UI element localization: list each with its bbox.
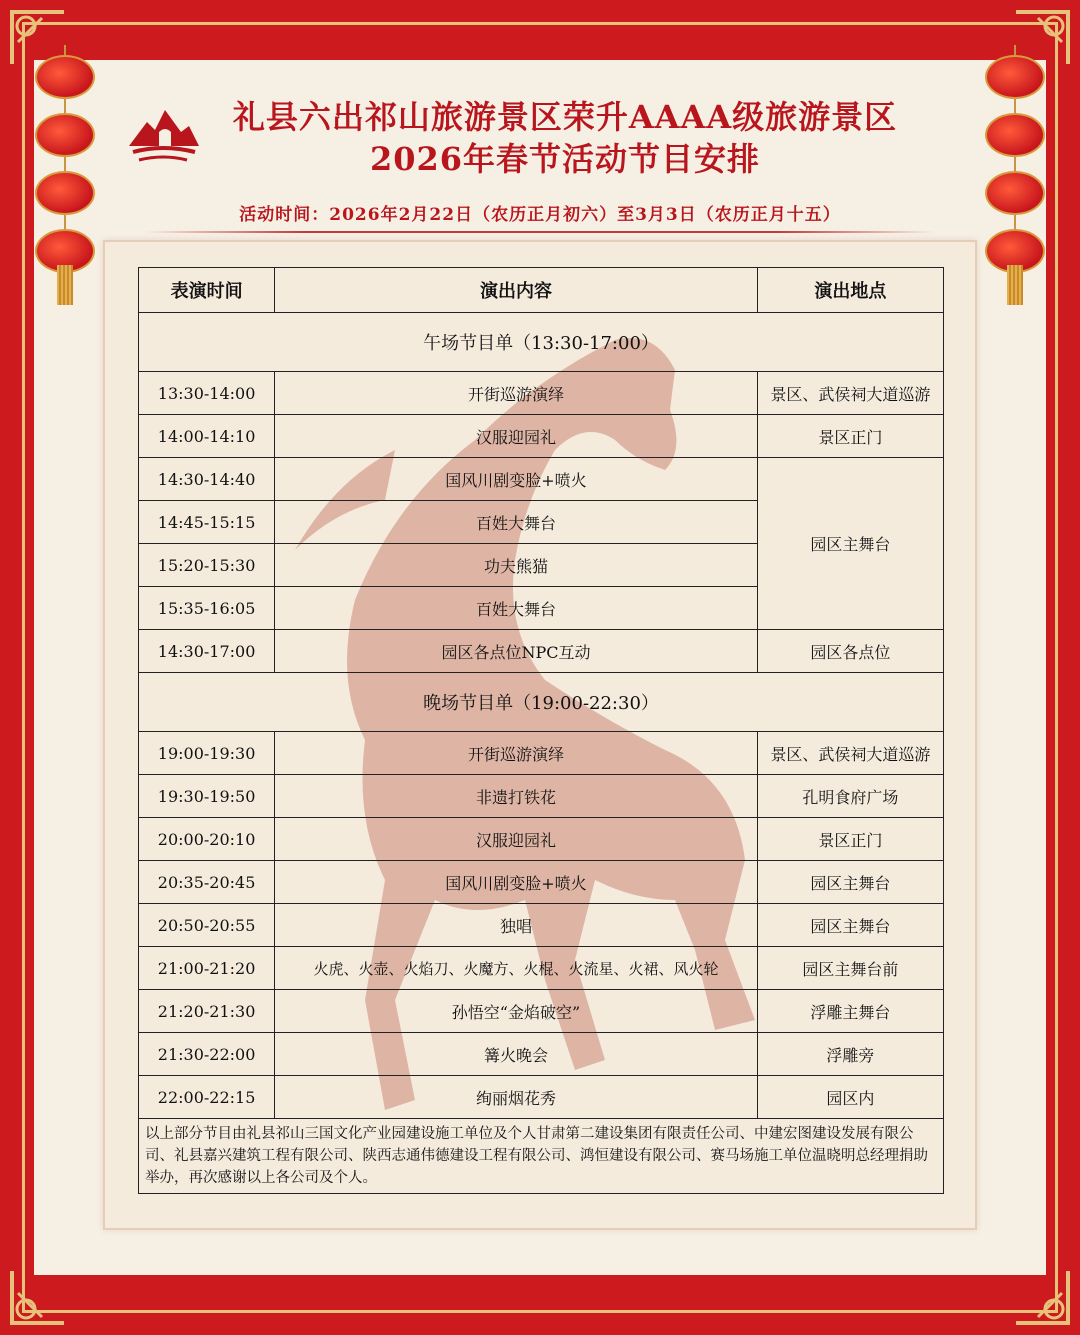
tassel-icon [57,265,73,305]
lantern-icon [35,113,95,157]
table-row [139,818,944,861]
afternoon-title: 午场节目单（13:30-17:00） [139,313,944,372]
tassel-icon [1007,265,1023,305]
cell-content: 功夫熊猫 [275,544,758,587]
activity-time: 活动时间：2026年2月22日（农历正月初六）至3月3日（农历正月十五） [239,205,841,225]
cell-time: 14:30-14:40 [139,458,275,501]
cell-place: 浮雕主舞台 [757,990,943,1033]
cell-time: 20:35-20:45 [139,861,275,904]
cell-content: 百姓大舞台 [275,501,758,544]
cell-content: 国风川剧变脸+喷火 [275,458,758,501]
table-row [139,947,944,990]
cell-content: 汉服迎园礼 [275,415,758,458]
header-place: 演出地点 [757,268,943,313]
cell-place: 景区正门 [757,415,943,458]
cell-content: 孙悟空“金焰破空” [275,990,758,1033]
divider [145,231,935,233]
lantern-string-left [30,45,100,305]
cell-content: 独唱 [275,904,758,947]
cell-time: 20:00-20:10 [139,818,275,861]
cell-content: 汉服迎园礼 [275,818,758,861]
table-row [139,990,944,1033]
cell-time: 21:20-21:30 [139,990,275,1033]
section-row-afternoon [139,313,944,372]
page-title [200,96,930,180]
table-row [139,861,944,904]
footnote-row [139,1119,944,1194]
corner-ornament-icon [1012,1267,1072,1327]
cell-time: 14:30-17:00 [139,630,275,673]
cell-content: 篝火晚会 [275,1033,758,1076]
table-row [139,1033,944,1076]
cell-content: 火虎、火壶、火焰刀、火魔方、火棍、火流星、火裙、风火轮 [275,947,758,990]
section-row-evening [139,673,944,732]
cell-place: 浮雕旁 [757,1033,943,1076]
header-content: 演出内容 [275,268,758,313]
cell-place-merged: 园区主舞台 [757,458,943,630]
cell-time: 22:00-22:15 [139,1076,275,1119]
cell-place: 园区主舞台 [757,904,943,947]
cell-time: 15:20-15:30 [139,544,275,587]
cell-time: 15:35-16:05 [139,587,275,630]
cell-place: 景区、武侯祠大道巡游 [757,372,943,415]
title-line-2: 2026年春节活动节目安排 [369,140,761,178]
cell-content: 开街巡游演绎 [275,732,758,775]
cell-place: 景区正门 [757,818,943,861]
corner-ornament-icon [8,1267,68,1327]
table-row [139,630,944,673]
cell-place: 景区、武侯祠大道巡游 [757,732,943,775]
cell-content: 开街巡游演绎 [275,372,758,415]
cell-place: 园区主舞台前 [757,947,943,990]
header-time: 表演时间 [139,268,275,313]
cell-time: 19:00-19:30 [139,732,275,775]
lantern-icon [35,55,95,99]
cell-time: 14:00-14:10 [139,415,275,458]
table-row [139,458,944,501]
table-row [139,1076,944,1119]
mountain-logo-icon [125,100,201,170]
cell-content: 非遗打铁花 [275,775,758,818]
table-row [139,372,944,415]
cell-time: 21:30-22:00 [139,1033,275,1076]
lantern-string-right [980,45,1050,305]
table-row [139,732,944,775]
table-row [139,415,944,458]
lantern-icon [985,55,1045,99]
cell-content: 国风川剧变脸+喷火 [275,861,758,904]
cell-place: 园区各点位 [757,630,943,673]
lantern-icon [985,113,1045,157]
evening-title: 晚场节目单（19:00-22:30） [139,673,944,732]
cell-content: 园区各点位NPC互动 [275,630,758,673]
table-row [139,775,944,818]
schedule-table [138,267,944,1194]
cell-content: 百姓大舞台 [275,587,758,630]
footnote-text: 以上部分节目由礼县祁山三国文化产业园建设施工单位及个人甘肃第二建设集团有限责任公司、中建宏图建设发展有限公司、礼县嘉兴建筑工程有限公司、陕西志通伟德建设工程有限公司、鸿恒建设有限公司、赛马场施工单位温晓明总经理捐助举办，再次感谢以上各公司及个人。 [139,1119,944,1194]
table-row [139,904,944,947]
title-line-1: 礼县六出祁山旅游景区荣升AAAA级旅游景区 [232,98,898,136]
cell-content: 绚丽烟花秀 [275,1076,758,1119]
cell-time: 21:00-21:20 [139,947,275,990]
table-header-row [139,268,944,313]
cell-time: 13:30-14:00 [139,372,275,415]
cell-time: 14:45-15:15 [139,501,275,544]
cell-time: 19:30-19:50 [139,775,275,818]
cell-place: 园区主舞台 [757,861,943,904]
cell-time: 20:50-20:55 [139,904,275,947]
cell-place: 孔明食府广场 [757,775,943,818]
cell-place: 园区内 [757,1076,943,1119]
